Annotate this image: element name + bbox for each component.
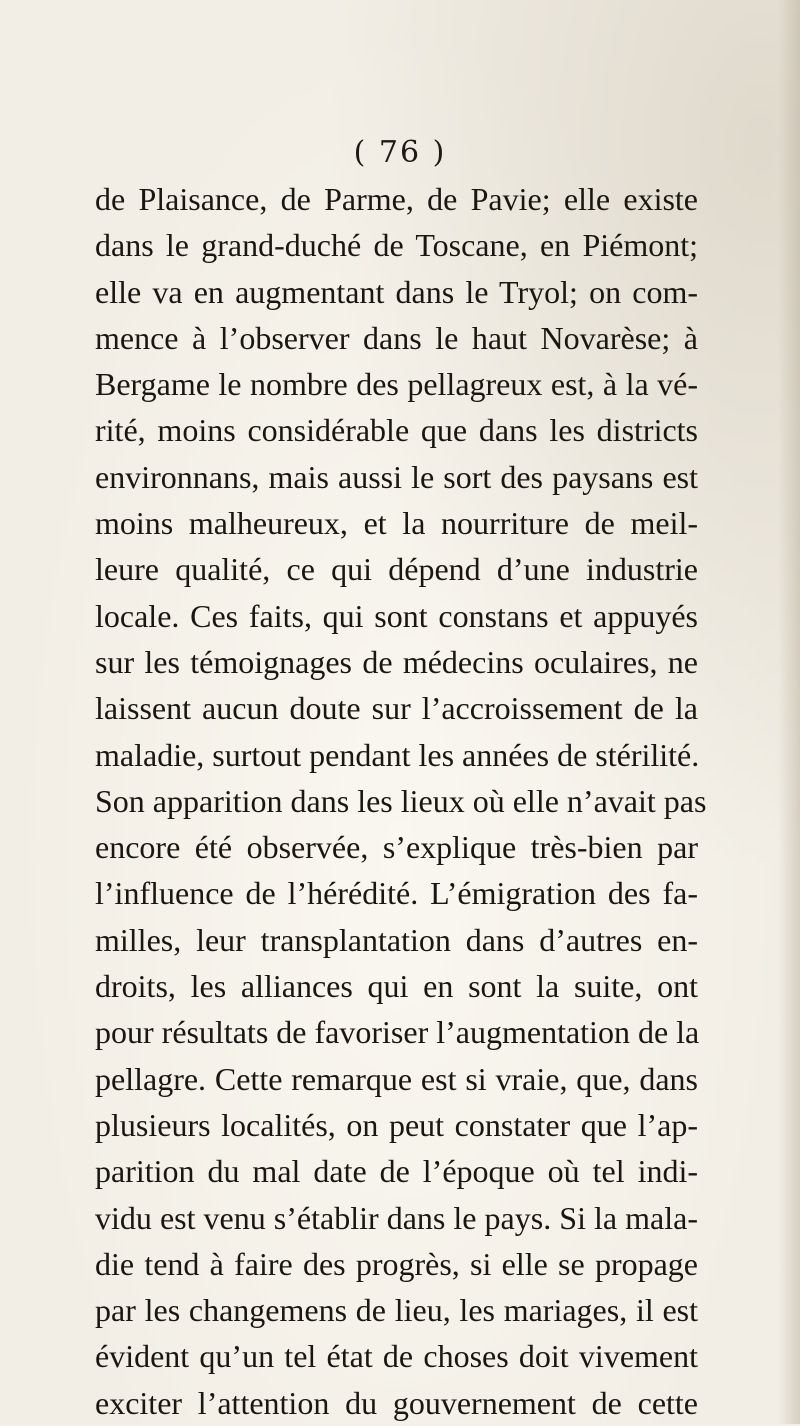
- text-line: mence à l’observer dans le haut Novarèse; à: [95, 319, 698, 356]
- text-line: parition du mal date de l’époque où tel indi-: [95, 1153, 698, 1190]
- text-line: exciter l’attention du gouvernement de cette: [95, 1384, 698, 1421]
- page-number: ( 76 ): [353, 135, 447, 170]
- text-line: rité, moins considérable que dans les districts: [95, 412, 698, 449]
- text-line: milles, leur transplantation dans d’autres en-: [95, 921, 698, 958]
- text-line: encore été observée, s’explique très-bien par: [95, 829, 698, 866]
- body-text: [95, 176, 707, 1426]
- page-edge-shadow: [778, 0, 800, 1424]
- text-line: pellagre. Cette remarque est si vraie, que, dans: [95, 1060, 698, 1097]
- text-line: l’influence de l’hérédité. L’émigration des fa-: [95, 875, 698, 912]
- text-line: die tend à faire des progrès, si elle se propage: [95, 1245, 698, 1282]
- text-line: elle va en augmentant dans le Tryol; on com-: [95, 273, 698, 310]
- text-line: pour résultats de favoriser l’augmentation de la: [95, 1014, 700, 1051]
- text-line: droits, les alliances qui en sont la suite, ont: [95, 968, 698, 1005]
- text-line: Bergame le nombre des pellagreux est, à la vé-: [95, 366, 698, 403]
- text-line: vidu est venu s’établir dans le pays. Si la mala-: [95, 1199, 698, 1236]
- text-line: Son apparition dans les lieux où elle n’avait pas: [95, 782, 707, 819]
- text-line: laissent aucun doute sur l’accroissement de la: [95, 690, 698, 727]
- text-line: locale. Ces faits, qui sont constans et appuyés: [95, 597, 698, 634]
- text-line: maladie, surtout pendant les années de stérilité.: [95, 736, 700, 773]
- text-line: sur les témoignages de médecins oculaires, ne: [95, 643, 698, 680]
- text-line: dans le grand-duché de Toscane, en Piémont;: [95, 227, 698, 264]
- text-line: par les changemens de lieu, les mariages, il est: [95, 1292, 698, 1329]
- text-line: plusieurs localités, on peut constater que l’ap-: [95, 1106, 698, 1143]
- text-line: moins malheureux, et la nourriture de meil-: [95, 505, 698, 542]
- text-line: de Plaisance, de Parme, de Pavie; elle existe: [95, 181, 698, 217]
- text-line: leure qualité, ce qui dépend d’une industrie: [95, 551, 698, 588]
- text-line: environnans, mais aussi le sort des paysans est: [95, 458, 698, 495]
- text-line: évident qu’un tel état de choses doit vivement: [95, 1338, 698, 1375]
